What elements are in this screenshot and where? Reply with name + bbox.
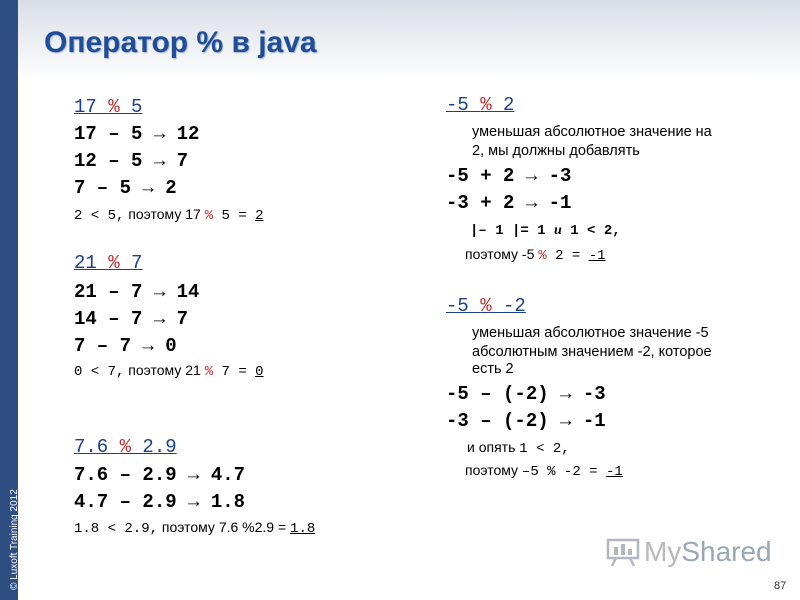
modulo-operator: % (480, 295, 492, 317)
conclusion-part: 0 < 7, (74, 364, 125, 380)
modulo-operator: % (204, 208, 214, 224)
conclusion-line (465, 246, 606, 264)
explanation-line: уменьшая абсолютное значение на (472, 124, 712, 140)
conclusion-line (74, 206, 264, 224)
conclusion-part: –5 % -2 = (521, 464, 606, 480)
result-value: 2 (255, 208, 264, 224)
calc-line: -5 – (-2) → -3 (446, 383, 606, 405)
page-number: 87 (774, 580, 787, 592)
conclusion-part: поэтому 7.6 %2.9 = (158, 519, 291, 535)
conclusion-part: поэтому (465, 462, 522, 478)
calc-line: -3 + 2 → -1 (446, 192, 572, 214)
explanation-line: уменьшая абсолютное значение -5 (472, 325, 709, 341)
logo-text (644, 536, 772, 568)
absolute-value-line (470, 223, 621, 239)
conclusion-line (467, 439, 570, 457)
example-heading-neg5-mod-2 (446, 94, 514, 116)
calc-line: 17 – 5 → 12 (74, 123, 200, 145)
calc-line: 7 – 5 → 2 (74, 177, 177, 199)
modulo-operator: % (204, 364, 214, 380)
page-title: Оператор % в java (44, 26, 317, 59)
example-heading-17-mod-5 (74, 96, 142, 118)
heading-part: 21 (74, 252, 109, 274)
conclusion-part: 7 = (213, 364, 256, 380)
calc-line: 7.6 – 2.9 → 4.7 (74, 464, 246, 486)
conclusion-part: поэтому -5 (465, 246, 539, 262)
calc-line: -5 + 2 → -3 (446, 165, 572, 187)
example-heading-7.6-mod-2.9 (74, 436, 177, 458)
conclusion-part: поэтому 17 (124, 206, 205, 222)
heading-part: 7 (119, 252, 143, 274)
conclusion-part: 1.8 < 2.9, (74, 521, 159, 537)
abs-part: и (554, 223, 562, 238)
heading-part: -5 (446, 94, 481, 116)
sidebar-band (0, 0, 18, 600)
conclusion-part: 2 < 5, (74, 208, 125, 224)
conclusion-part: поэтому 21 (124, 362, 205, 378)
abs-part: |– 1 |= 1 (470, 223, 555, 239)
conclusion-line (465, 462, 623, 480)
calc-line: 14 – 7 → 7 (74, 308, 189, 330)
conclusion-line (74, 362, 264, 380)
conclusion-part: 5 = (213, 208, 256, 224)
modulo-operator: % (119, 436, 132, 458)
explanation-line: 2, мы должны добавлять (472, 143, 640, 159)
calc-line: 4.7 – 2.9 → 1.8 (74, 491, 246, 513)
calc-line: 7 – 7 → 0 (74, 335, 177, 357)
example-heading-21-mod-7 (74, 252, 142, 274)
calc-line: 21 – 7 → 14 (74, 281, 200, 303)
heading-part: 2 (491, 94, 515, 116)
conclusion-part: 2 = (546, 248, 589, 264)
result-value: 1.8 (290, 521, 316, 537)
explanation-line: есть 2 (472, 361, 514, 377)
conclusion-part: и опять (467, 439, 520, 455)
calc-line: 12 – 5 → 7 (74, 150, 189, 172)
heading-part: 2.9 (131, 436, 177, 458)
heading-part: 17 (74, 96, 109, 118)
heading-part: 7.6 (74, 436, 120, 458)
logo-text-my: My (644, 536, 682, 567)
heading-part: -2 (491, 295, 526, 317)
conclusion-part: 1 < 2, (519, 441, 570, 457)
myshared-logo (606, 536, 772, 568)
logo-text-shared: Shared (681, 536, 772, 567)
modulo-operator: % (108, 96, 120, 118)
copyright-text: © Luxoft Training 2012 (9, 489, 20, 590)
modulo-operator: % (538, 248, 547, 264)
conclusion-line (74, 519, 315, 537)
result-value: 0 (255, 364, 264, 380)
explanation-line: абсолютным значением -2, которое (472, 344, 712, 360)
abs-part: 1 < 2, (561, 223, 621, 239)
calc-line: -3 – (-2) → -1 (446, 410, 606, 432)
example-heading-neg5-mod-neg2 (446, 295, 526, 317)
heading-part: 5 (119, 96, 143, 118)
heading-part: -5 (446, 295, 481, 317)
modulo-operator: % (108, 252, 120, 274)
presentation-board-icon (606, 537, 640, 567)
result-value: -1 (588, 248, 606, 264)
modulo-operator: % (480, 94, 492, 116)
result-value: -1 (605, 464, 623, 480)
